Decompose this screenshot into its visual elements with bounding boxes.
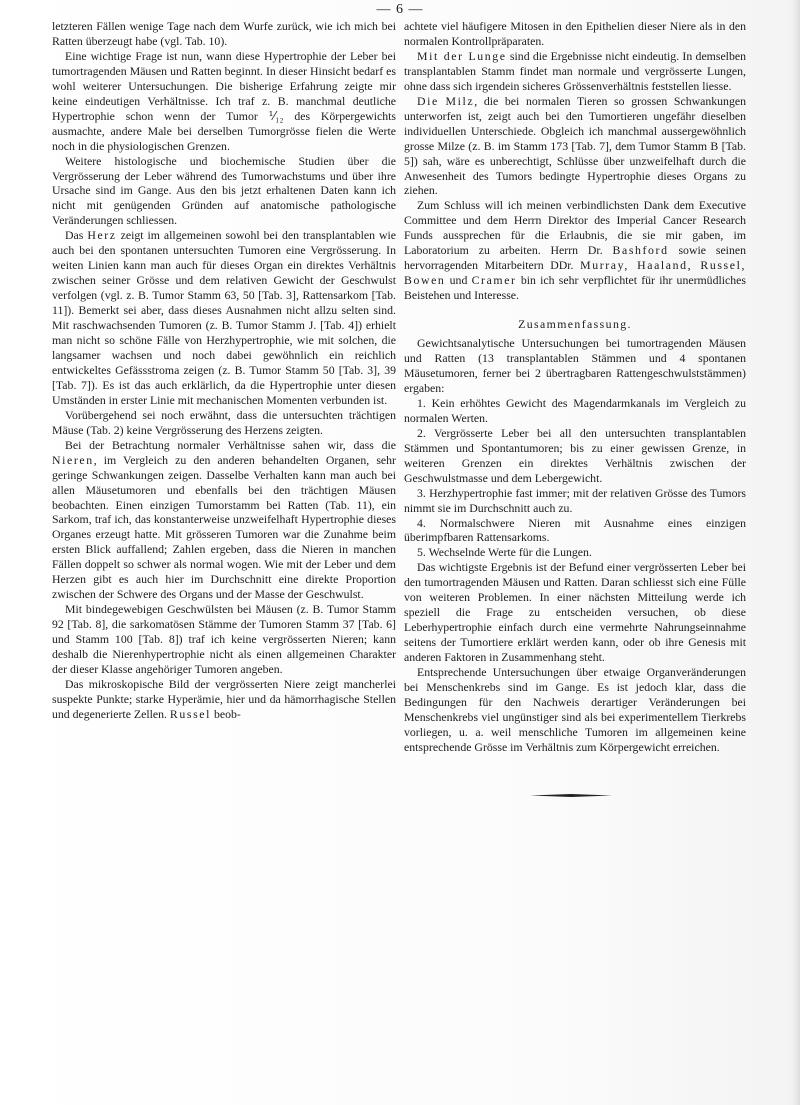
- text-run: Zum Schluss will ich meinen verbindlichsten Dank dem Executive Committee und dem Herrn Direktor des Imperial Cancer Research Funds aussprechen für die Erlaubnis, die sie mir gaben, im Laboratorium zu arbeiten. Herrn Dr.: [404, 198, 746, 258]
- author-russel: Russel: [169, 706, 211, 721]
- text-run: beob-: [213, 706, 241, 721]
- summary-item-2: 2. Vergrösserte Leber bei all den untersuchten transplantablen Stämmen und Spontantumoren; bis zu einer gewissen Grenze, in weiteren Grenzen ein direktes Verhältnis zwischen der Geschwulstmasse und dem Lebergewicht.: [404, 425, 746, 485]
- right-column: [404, 19, 746, 755]
- paragraph-heart: [52, 228, 396, 407]
- term-milz: Milz: [445, 93, 475, 108]
- paragraph-main-finding: Das wichtigste Ergebnis ist der Befund einer vergrösserten Leber bei den tumortragenden Mäusen und Ratten. Daran schliesst sich eine Fülle von weiteren Problemen. In einer nächsten Mitteilung werde ich speziell die Frage zu entscheiden versuchen, ob diese Leberhypertrophie einfach durch eine vermehrte Nahrungseinnahme seitens der Tumortiere erklärt werden kann, oder ob ihre Genesis mit anderen Faktoren in Zusammenhang steht.: [404, 560, 746, 665]
- end-rule-line: [530, 794, 612, 797]
- paragraph-connective-tumors: Mit bindegewebigen Geschwülsten bei Mäusen (z. B. Tumor Stamm 92 [Tab. 8], die sarkomatösen Stämme der Tumoren Stamm 37 [Tab. 6] und Stamm 100 [Tab. 8]) traf ich keine vergrösserten Nieren; kann deshalb die Nierenhypertrophie nicht als einen allgemeinen Charakter der dieser Klasse angehöriger Tumoren angeben.: [52, 602, 396, 676]
- paragraph-continued: achtete viel häufigere Mitosen in den Epithelien dieser Niere als in den normalen Kontrollpräparaten.: [404, 19, 746, 48]
- text-run: , im Vergleich zu den anderen behandelten Organen, sehr geringe Schwankungen zeigen. Dasselbe Verhalten kann man auch bei allen Mäusetumoren und ebenfalls bei den trächtigen Mäusen beobachten. Einen einzigen Tumorstamm bei Ratten (Tab. 11), ein Sarkom, traf ich, das konstanterweise unzweifelhaft Hypertrophie dieses Organes erzeugt hatte. Mit grösseren Tumoren war die Zunahme beim ersten Blick auffallend; Zahlen ergeben, dass die Nieren in manchen Fällen doppelt so schwer als normal wogen. Wie mit der Leber und dem Herzen gibt es auch hier im Durchschnitt eine direkte Proportion zwischen der Schwere des Organs und der Masse der Geschwulst.: [52, 452, 396, 602]
- summary-item-3: 3. Herzhypertrophie fast immer; mit der relativen Grösse des Tumors nimmt sie im Durchschnitt auch zu.: [404, 485, 746, 515]
- text-run: bin ich sehr verpflichtet für ihr unermüdliches Beistehen und Interesse.: [404, 273, 746, 303]
- paragraph-lungs: [404, 49, 746, 94]
- term-herz: Herz: [87, 228, 117, 243]
- term-nieren: Nieren: [52, 452, 94, 467]
- text-run: und: [449, 273, 468, 288]
- paragraph-microscopy: [52, 677, 396, 722]
- summary-item-1: 1. Kein erhöhtes Gewicht des Magendarmkanals im Vergleich zu normalen Werten.: [404, 395, 746, 425]
- text-run: Bei der Betrachtung normaler Verhältnisse sahen wir, dass die: [65, 437, 396, 452]
- summary-item-4: 4. Normalschwere Nieren mit Ausnahme eines einzigen überimpfbaren Rattensarkoms.: [404, 515, 746, 545]
- text-run: sind die Ergebnisse nicht eindeutig. In demselben transplantablen Stamm findet man normale und vergrösserte Lungen, ohne dass sich irgendein sicheres Grössenverhältnis feststellen liesse.: [404, 48, 746, 93]
- person-bashford: Bashford: [612, 243, 669, 258]
- page-number: — 6 —: [376, 2, 424, 17]
- left-column: [52, 19, 396, 722]
- paragraph-spleen: [404, 94, 746, 199]
- person-names: Murray, Haaland, Russel, Bowen: [404, 258, 746, 288]
- end-ornament-rule: [530, 794, 612, 797]
- paragraph-liver-onset: Eine wichtige Frage ist nun, wann diese Hypertrophie der Leber bei tumortragenden Mäusen und Ratten beginnt. In dieser Hinsicht bedarf es wohl weiterer Untersuchungen. Die bisherige Erfahrung zeigte mir keine eindeutigen Verhältnisse. Ich traf z. B. manchmal deutliche Hypertrophie schon wenn der Tumor ⅟₁₂ des Körpergewichts ausmachte, andere Male bei derselben Tumorgrösse fielen die Werte noch in die physiologischen Grenzen.: [52, 48, 396, 153]
- summary-heading: Zusammenfassung.: [518, 317, 632, 332]
- paragraph-acknowledgements: [404, 198, 746, 303]
- summary-item-5: 5. Wechselnde Werte für die Lungen.: [417, 545, 592, 560]
- page-edge-shadow: [791, 0, 800, 1105]
- text-run: Das mikroskopische Bild der vergrösserten Niere zeigt mancherlei suspekte Punkte; starke Hyperämie, hier und da hämorrhagische Stellen und degenerierte Zellen.: [52, 676, 396, 721]
- summary-intro: Gewichtsanalytische Untersuchungen bei tumortragenden Mäusen und Ratten (13 transplantablen Stämmen und 4 spontanen Mäusetumoren, ferner bei 2 übertragbaren Rattengeschwulststämmen) ergaben:: [404, 336, 746, 395]
- paragraph-continued: letzteren Fällen wenige Tage nach dem Wurfe zurück, wie ich mich bei Ratten überzeugt habe (vgl. Tab. 10).: [52, 19, 396, 48]
- text-run: , die bei normalen Tieren so grossen Schwankungen unterworfen ist, zeigt auch bei den Tumortieren ungefähr dieselben individuellen Unterschiede. Obgleich ich manchmal aussergewöhnlich grosse Milze (z. B. im Stamm 173 [Tab. 7], dem Tumor Stamm B [Tab. 5]) sah, wäre es unberechtigt, Schlüsse über unzweifelhaft durch die Anwesenheit des Tumors bedingte Hypertrophie dieses Organs zu ziehen.: [404, 93, 746, 198]
- paragraph-human-cancer: Entsprechende Untersuchungen über etwaige Organveränderungen bei Menschenkrebs sind im Gange. Es ist jedoch klar, dass die Bedingungen für den Nachweis derartiger Veränderungen bei Menschenkrebs viel ungünstiger sind als bei experimentellem Tierkrebs vorliegen, u. a. weil menschliche Tumoren im allgemeinen keine entsprechende Grösse im Verhältnis zum Körpergewicht erreichen.: [404, 665, 746, 754]
- text-run: Das: [65, 228, 84, 243]
- paragraph-liver-studies: Weitere histologische und biochemische Studien über die Vergrösserung der Leber während des Tumorwachstums und über ihre Ursache sind im Gange. Aus den bis jetzt erhaltenen Daten kann ich nicht mit genügenden Gründen auf anatomische pathologische Veränderungen schliessen.: [52, 153, 396, 228]
- paragraph-pregnant-mice: Vorübergehend sei noch erwähnt, dass die untersuchten trächtigen Mäuse (Tab. 2) keine Vergrösserung des Herzens zeigten.: [52, 407, 396, 437]
- section-gap: [404, 303, 746, 317]
- term-lunge: Mit der Lunge: [417, 48, 507, 63]
- text-run: Die: [417, 93, 439, 108]
- text-run: sowie seinen hervorragenden Mitarbeitern DDr.: [404, 243, 746, 273]
- paragraph-kidneys: [52, 438, 396, 602]
- person-cramer: Cramer: [471, 273, 517, 288]
- text-run: zeigt im allgemeinen sowohl bei den transplantablen wie auch bei den spontanen untersuchten Tumoren eine Vergrösserung. In weiten Linien kann man auch für dieses Organ ein direktes Verhältnis zwischen seiner Grösse und dem relativen Gewicht der Geschwulst verfolgen (vgl. z. B. Tumor Stamm 63, 50 [Tab. 3], Rattensarkom [Tab. 11]). Bemerkt sei aber, dass dieses Ausnahmen nicht allzu selten sind. Mit raschwachsenden Tumoren (z. B. Tumor Stamm J. [Tab. 4]) erhielt man nicht so schöne Fälle von Herzhypertrophie, wie mit solchen, die langsamer wachsen und noch dabei gewöhnlich ein reichlich entwickeltes Gefässstroma zeigen (z. B. Tumor Stamm 50 [Tab. 3], 39 [Tab. 7]). Es ist das auch erklärlich, da die Hypertrophie unter diesen Umständen in erster Linie mit mechanischen Momenten verbunden ist.: [52, 228, 396, 407]
